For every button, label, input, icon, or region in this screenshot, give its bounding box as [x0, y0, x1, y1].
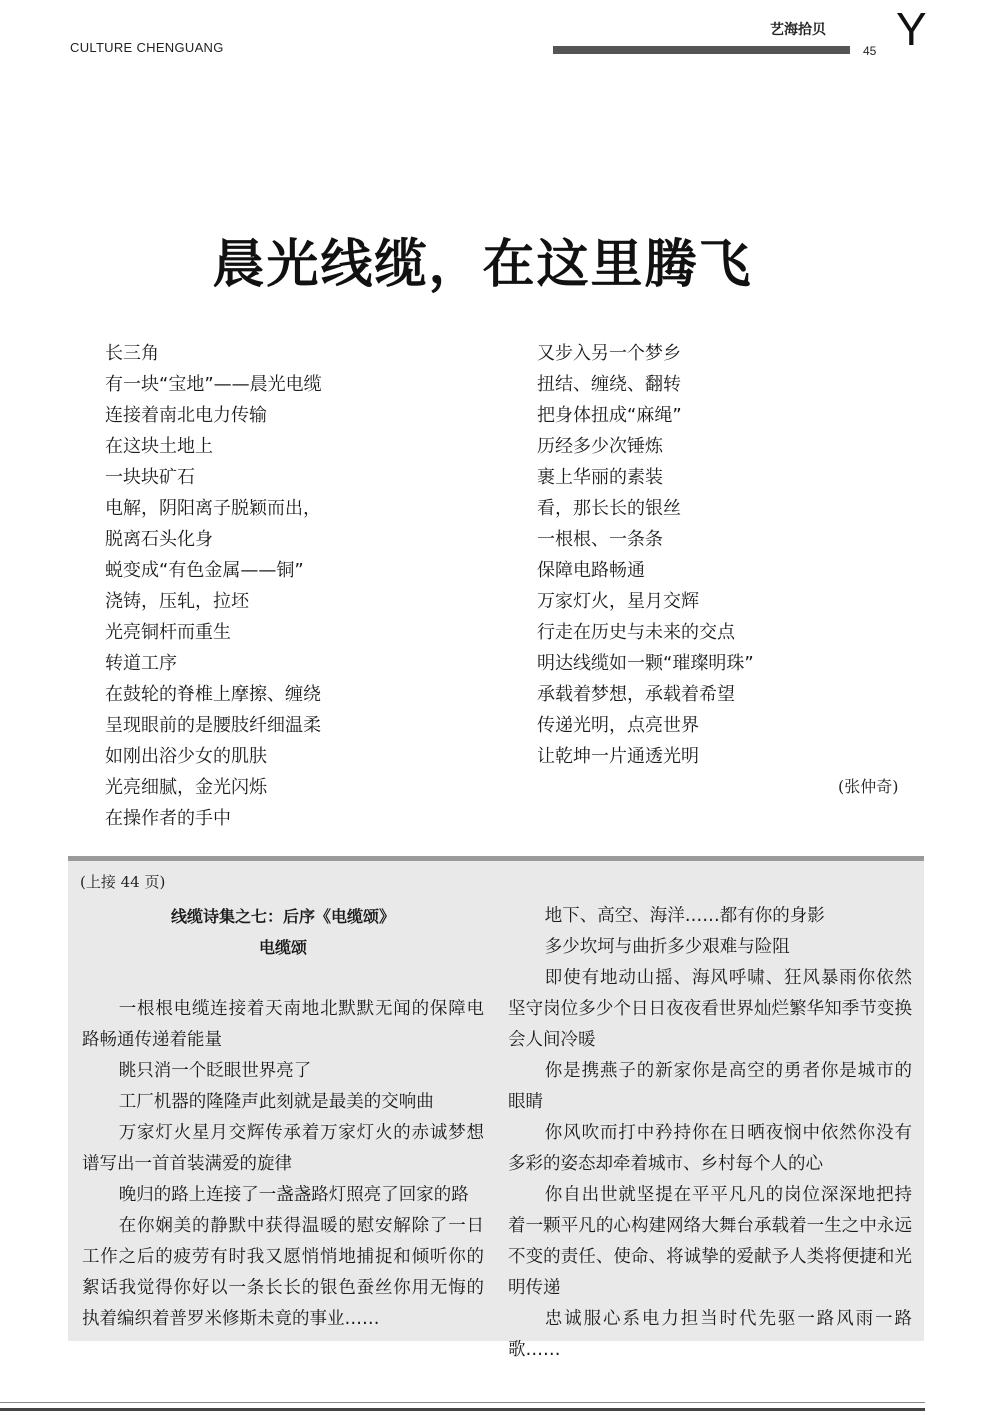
body-paragraph: 你是携燕子的新家你是高空的勇者你是城市的眼睛 [508, 1061, 912, 1112]
poem-line: 传递光明，点亮世界 [537, 715, 699, 736]
body-paragraph: 工厂机器的隆隆声此刻就是最美的交响曲 [118, 1092, 434, 1112]
poem-line: 连接着南北电力传输 [105, 405, 267, 426]
header-corner-letter: Y [896, 3, 927, 55]
continuation-panel [68, 856, 924, 1360]
poem-line: 承载着梦想，承载着希望 [537, 684, 735, 705]
poem-line: 电解，阴阳离子脱颖而出， [105, 498, 321, 519]
poem-line: 又步入另一个梦乡 [537, 343, 681, 364]
body-paragraph: 多少坎坷与曲折多少艰难与险阻 [544, 937, 790, 957]
poem-line: 让乾坤一片通透光明 [537, 746, 699, 767]
poem-line: 万家灯火，星月交辉 [537, 591, 699, 612]
poem-line: 呈现眼前的是腰肢纤细温柔 [105, 715, 321, 736]
poem-line: 蜕变成“有色金属——铜” [105, 560, 304, 581]
body-paragraph: 你自出世就坚提在平平凡凡的岗位深深地把持着一颗平凡的心构建网络大舞台承载着一生之中永远不变的责任、使命、将诚挚的爱献予人类将便捷和光明传递 [508, 1185, 912, 1298]
poem-line: 在这块土地上 [105, 436, 213, 457]
poem-author: (张仲奇) [838, 777, 899, 796]
body-paragraph: 晚归的路上连接了一盏盏路灯照亮了回家的路 [118, 1185, 469, 1205]
body-paragraph: 忠诚服心系电力担当时代先驱一路风雨一路歌…… [508, 1309, 912, 1360]
body-paragraph: 你风吹而打中矜持你在日晒夜悯中依然你没有多彩的姿态却牵着城市、乡村每个人的心 [508, 1123, 912, 1174]
body-paragraph: 万家灯火星月交辉传承着万家灯火的赤诚梦想谱写出一首首装满爱的旋律 [82, 1123, 484, 1174]
poem-line: 裹上华丽的素装 [537, 467, 663, 488]
article-title: 晨光线缆，在这里腾飞 [212, 234, 753, 295]
poem-line: 把身体扭成“麻绳” [537, 405, 682, 426]
poem-line: 扭结、缠绕、翻转 [537, 374, 681, 395]
poem-line: 如刚出浴少女的肌肤 [105, 746, 267, 767]
poem-line: 看，那长长的银丝 [537, 498, 681, 519]
poem-left-column [105, 338, 322, 834]
header-bar [553, 46, 850, 54]
poem-line: 在鼓轮的脊椎上摩擦、缠绕 [105, 684, 321, 705]
footer-rule-thin [0, 1402, 925, 1403]
body-paragraph: 地下、高空、海洋……都有你的身影 [544, 906, 825, 926]
body-paragraph: 在你娴美的静默中获得温暖的慰安解除了一日工作之后的疲劳有时我又愿悄悄地捕捉和倾听你的絮话我觉得你好以一条长长的银色蚕丝你用无悔的执着编织着普罗米修斯未竟的事业…… [82, 1216, 484, 1329]
poem-line: 浇铸，压轧，拉坯 [105, 591, 249, 612]
poem-line: 光亮细腻，金光闪烁 [105, 777, 267, 798]
poem-line: 一块块矿石 [105, 467, 195, 488]
poem-line: 一根根、一条条 [537, 529, 663, 550]
poem-line: 行走在历史与未来的交点 [537, 622, 735, 643]
page-number: 45 [863, 44, 877, 58]
body-paragraph: 即使有地动山摇、海风呼啸、狂风暴雨你依然坚守岗位多少个日日夜夜看世界灿烂繁华知季节变换会人间冷暖 [508, 968, 912, 1050]
header-left-text: CULTURE CHENGUANG [70, 40, 224, 55]
continuation-subheading: 电缆颂 [258, 938, 307, 957]
poem-line: 历经多少次锤炼 [537, 436, 663, 457]
continuation-heading: 线缆诗集之七：后序《电缆颂》 [170, 907, 395, 926]
footer-rule [0, 1408, 925, 1411]
poem-line: 转道工序 [105, 653, 177, 674]
section-name: 艺海拾贝 [770, 22, 826, 38]
poem-line: 在操作者的手中 [105, 808, 231, 829]
poem-line: 长三角 [105, 343, 159, 364]
poem-line: 明达线缆如一颗“璀璨明珠” [537, 653, 754, 674]
continuation-left-column [82, 901, 484, 1335]
continued-from-note: (上接 44 页) [80, 873, 166, 891]
poem-right-column [537, 338, 754, 772]
poem-line: 保障电路畅通 [537, 560, 645, 581]
continuation-right-column [508, 901, 912, 1366]
poem-line: 光亮铜杆而重生 [105, 622, 231, 643]
poem-line: 脱离石头化身 [105, 529, 213, 550]
body-paragraph: 一根根电缆连接着天南地北默默无闻的保障电路畅通传递着能量 [82, 999, 484, 1050]
body-paragraph: 眺只消一个眨眼世界亮了 [118, 1061, 312, 1081]
poem-line: 有一块“宝地”——晨光电缆 [105, 374, 322, 395]
